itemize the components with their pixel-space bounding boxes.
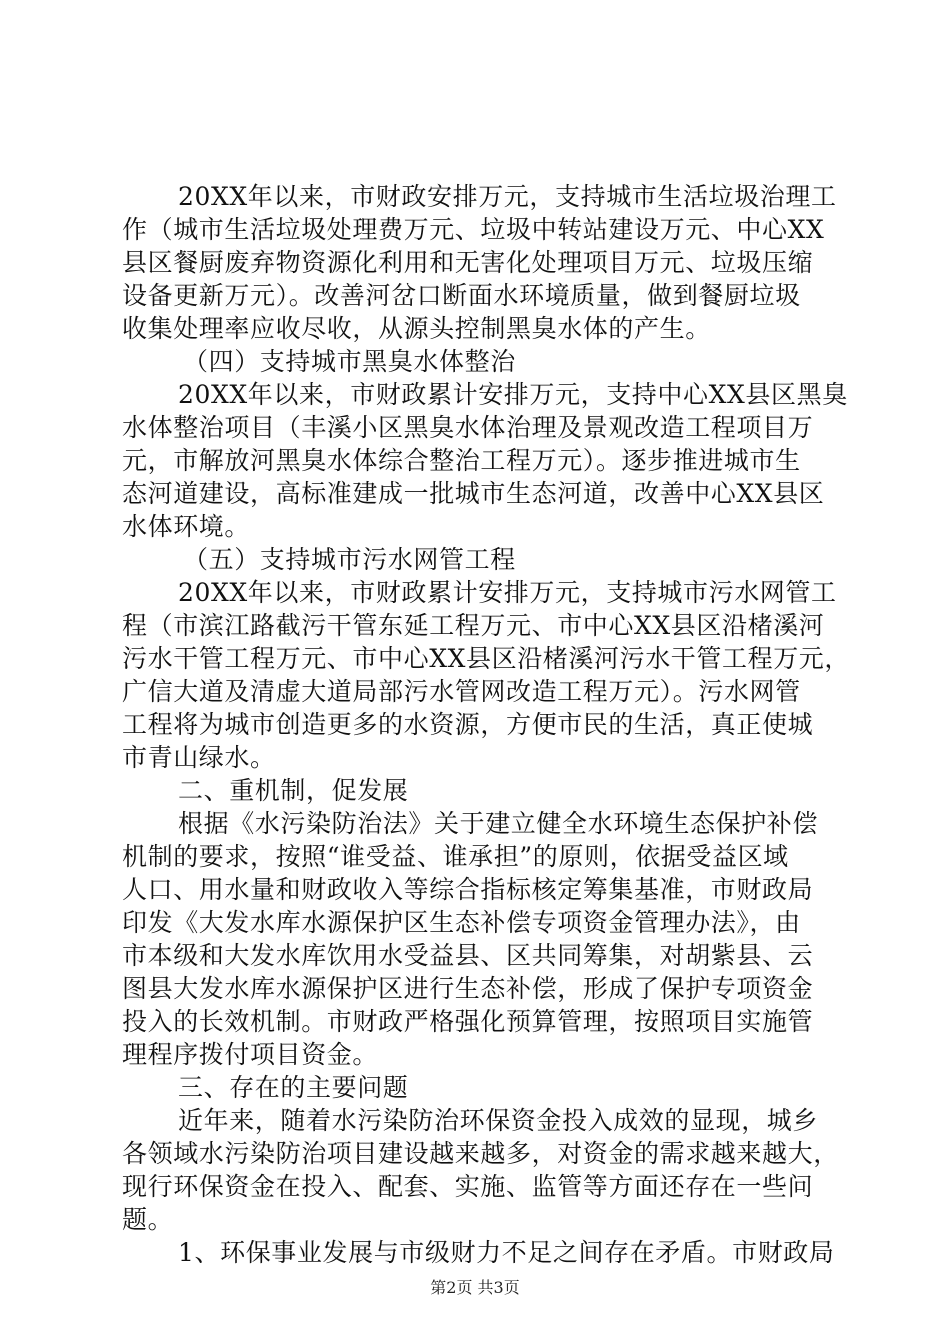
paragraph-line: 20XX年以来，市财政累计安排万元，支持中心XX县区黑臭 <box>178 380 848 409</box>
page-number-footer: 第2页 共3页 <box>430 1278 520 1297</box>
paragraph-line: 题。 <box>122 1205 174 1234</box>
paragraph-line: 程（市滨江路截污干管东延工程万元、市中心XX县区沿楮溪河 <box>122 611 825 640</box>
paragraph-line: 水体环境。 <box>122 512 251 541</box>
paragraph-line: 投入的长效机制。市财政严格强化预算管理，按照项目实施管 <box>122 1007 814 1036</box>
paragraph-line: 近年来，随着水污染防治环保资金投入成效的显现，城乡 <box>178 1106 819 1135</box>
paragraph-line: 污水干管工程万元、市中心XX县区沿楮溪河污水干管工程万元， <box>122 644 850 673</box>
section-heading: 二、重机制，促发展 <box>178 776 409 805</box>
section-heading: （四）支持城市黑臭水体整治 <box>183 347 516 376</box>
paragraph-line: 根据《水污染防治法》关于建立健全水环境生态保护补偿 <box>178 809 819 838</box>
paragraph-line: 理程序拨付项目资金。 <box>122 1040 379 1069</box>
paragraph-line: 人口、用水量和财政收入等综合指标核定筹集基准，市财政局 <box>122 875 814 904</box>
paragraph-line: 县区餐厨废弃物资源化利用和无害化处理项目万元、垃圾压缩 <box>122 248 814 277</box>
paragraph-line: 广信大道及清虚大道局部污水管网改造工程万元）。污水网管 <box>122 677 801 706</box>
paragraph-line: 各领域水污染防治项目建设越来越多，对资金的需求越来越大， <box>122 1139 839 1168</box>
paragraph-line: 收集处理率应收尽收，从源头控制黑臭水体的产生。 <box>122 314 711 343</box>
paragraph-line: 现行环保资金在投入、配套、实施、监管等方面还存在一些问 <box>122 1172 814 1201</box>
paragraph-line: 1、环保事业发展与市级财力不足之间存在矛盾。市财政局 <box>178 1238 835 1267</box>
paragraph-line: 作（城市生活垃圾处理费万元、垃圾中转站建设万元、中心XX <box>122 215 825 244</box>
section-heading: （五）支持城市污水网管工程 <box>183 545 516 574</box>
paragraph-line: 市本级和大发水库饮用水受益县、区共同筹集，对胡紫县、云 <box>122 941 814 970</box>
paragraph-line: 20XX年以来，市财政安排万元，支持城市生活垃圾治理工 <box>178 182 837 211</box>
paragraph-line: 态河道建设，高标准建成一批城市生态河道，改善中心XX县区 <box>122 479 825 508</box>
paragraph-line: 工程将为城市创造更多的水资源，方便市民的生活，真正使城 <box>122 710 814 739</box>
paragraph-line: 20XX年以来，市财政累计安排万元，支持城市污水网管工 <box>178 578 837 607</box>
paragraph-line: 水体整治项目（丰溪小区黑臭水体治理及景观改造工程项目万 <box>122 413 814 442</box>
paragraph-line: 元，市解放河黑臭水体综合整治工程万元）。逐步推进城市生 <box>122 446 801 475</box>
paragraph-line: 机制的要求，按照“谁受益、谁承担”的原则，依据受益区域 <box>122 842 789 871</box>
paragraph-line: 设备更新万元）。改善河岔口断面水环境质量，做到餐厨垃圾 <box>122 281 801 310</box>
section-heading: 三、存在的主要问题 <box>178 1073 409 1102</box>
paragraph-line: 图县大发水库水源保护区进行生态补偿，形成了保护专项资金 <box>122 974 814 1003</box>
paragraph-line: 印发《大发水库水源保护区生态补偿专项资金管理办法》，由 <box>122 908 801 937</box>
paragraph-line: 市青山绿水。 <box>122 743 276 772</box>
